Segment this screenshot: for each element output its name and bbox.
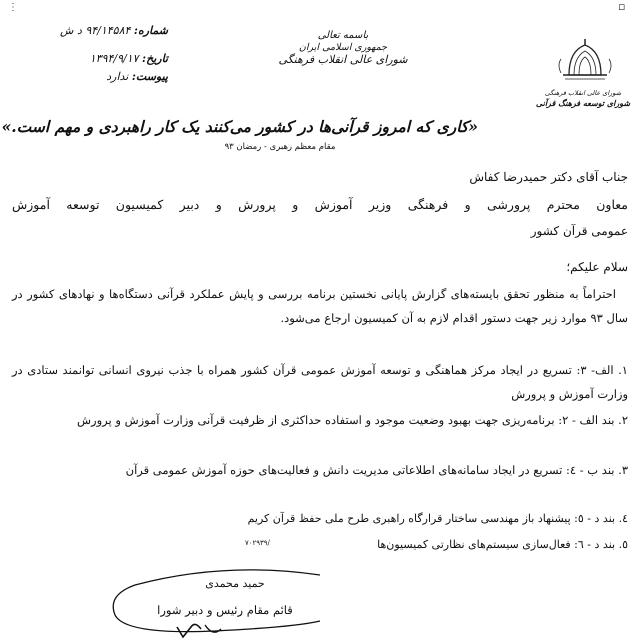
greeting: سلام علیکم؛ — [566, 260, 628, 274]
logo-caption — [533, 88, 633, 108]
addressee-title-cont: عمومی قرآن کشور — [530, 224, 628, 238]
letter-number — [38, 24, 168, 37]
header-bismillah: باسمه تعالی — [317, 30, 369, 41]
header-country: جمهوری اسلامی ایران — [298, 42, 388, 53]
date-label: تاریخ: — [142, 52, 168, 65]
signature-block — [105, 565, 355, 643]
logo-org-line2: شورای توسعه فرهنگ قرآنی — [535, 98, 631, 108]
list-item-5: ٥. بند د - ٦: فعال‌سازی سیستم‌های نظارتی کمیسیون‌ها — [377, 538, 628, 551]
dome-logo-icon — [555, 35, 615, 90]
signer-title: قائم مقام رئیس و دبیر شورا — [157, 603, 293, 617]
attachment-value: ندارد — [106, 70, 129, 83]
date-value: ۱۳۹۴/۹/۱۷ — [89, 52, 139, 65]
logo-org-line1: شورای عالی انقلاب فرهنگی — [544, 89, 622, 97]
corner-marks-left: ⋮ — [8, 2, 19, 13]
council-logo — [555, 35, 615, 90]
quote-source: مقام معظم رهبری - رمضان ۹۳ — [224, 142, 336, 152]
addressee-title: معاون محترم پرورشی و فرهنگی وزیر آموزش و پرورش و دبیر کمیسیون توسعه آموزش — [12, 197, 628, 212]
signer-name: حمید محمدی — [205, 577, 265, 590]
addressee-name: جناب آقای دکتر حمیدرضا کفاش — [469, 170, 628, 184]
leader-quote: «کاری که امروز قرآنی‌ها در کشور می‌کنند یک کار راهبردی و مهم است.» — [1, 117, 478, 136]
header-center — [268, 30, 418, 66]
list-item-3: ۳. بند ب - ٤: تسریع در ایجاد سامانه‌های اطلاعاتی مدیریت دانش و فعالیت‌های حوزه آموزش عمومی قرآن — [125, 463, 628, 477]
number-label: شماره: — [133, 24, 168, 37]
corner-marks-right: ▫ — [618, 0, 626, 13]
attachment-label: پیوست: — [131, 70, 168, 83]
list-item-2: ۲. بند الف - ۲: برنامه‌ریزی جهت بهبود وضعیت موجود و استفاده حداکثری از ظرفیت قرآنی وزارت آموزش و پرورش — [77, 413, 628, 427]
letter-date — [38, 52, 168, 65]
list-item-1: ۱. الف- ۳: تسریع در ایجاد مرکز هماهنگی و توسعه آموزش عمومی قرآن کشور همراه با جذب نیروی انسانی توانمند ستادی در وزارت آموزش و پرورش — [12, 363, 628, 401]
header-council: شورای عالی انقلاب فرهنگی — [278, 53, 408, 66]
letter-attachment — [38, 70, 168, 83]
list-item-4: ٤. بند د - ٥: پیشنهاد باز مهندسی ساختار قرارگاه راهبری طرح ملی حفظ قرآن کریم — [247, 512, 628, 525]
number-value: ۹۴/۱۴۵۸۴ د ش — [60, 24, 131, 37]
item5-note: ۷۰۲۹۳۹/ — [245, 539, 270, 547]
intro-paragraph: احتراماً به منظور تحقق بایسته‌های گزارش پایانی نخستین برنامه بررسی و پایش عملکرد قرآنی دستگاه‌ها و نهادهای کشور در سال ۹۳ موارد زیر جهت دستور اقدام لازم به آن کمیسیون ارجاع می‌شود. — [12, 287, 628, 325]
